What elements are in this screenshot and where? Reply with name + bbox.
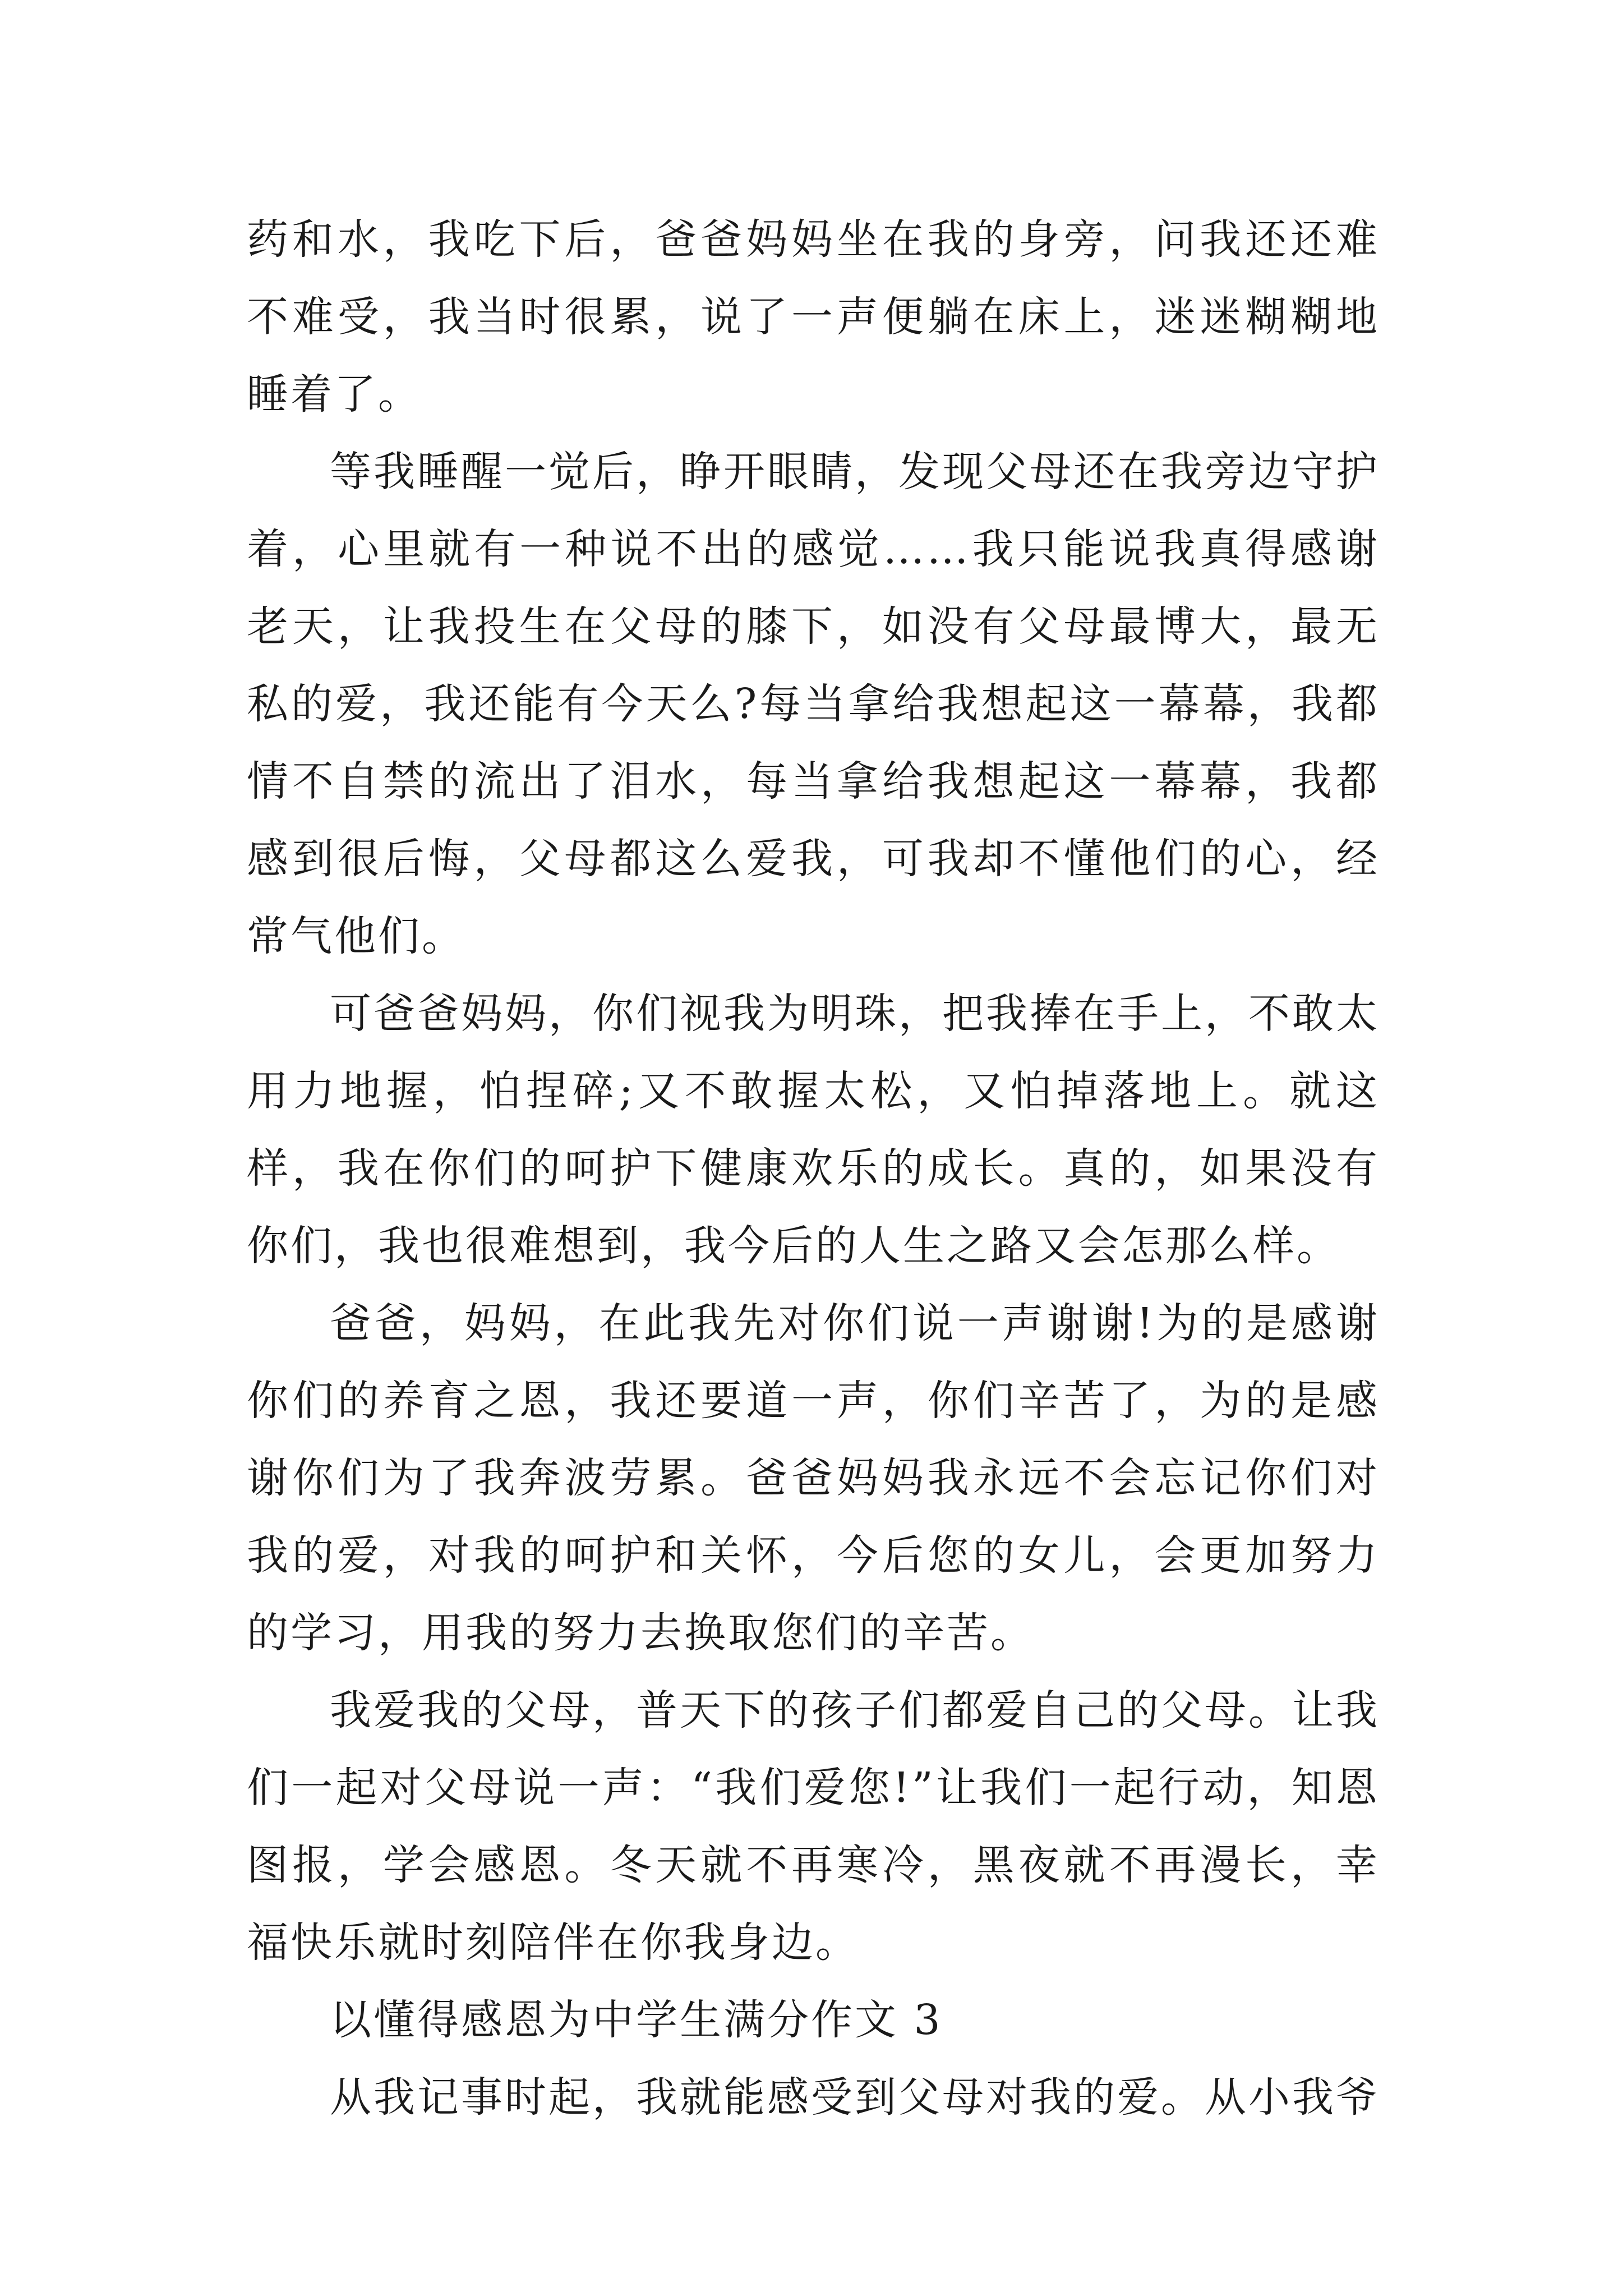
paragraph: 从我记事时起，我就能感受到父母对我的爱。从小我爷	[330, 2073, 1380, 2122]
paragraph: 爸爸，妈妈，在此我先对你们说一声谢谢!为的是感谢你们的养育之恩，我还要道一声，你们辛苦了，为的是感谢你们为了我奔波劳累。爸爸妈妈我永远不会忘记你们对我的爱，对我的呵护和关怀，今后您的女儿，会更加努力的学习，用我的努力去换取您们的辛苦。	[247, 1299, 1380, 1657]
paragraph: 我爱我的父母，普天下的孩子们都爱自己的父母。让我们一起对父母说一声：“我们爱您!”让我们一起行动，知恩图报，学会感恩。冬天就不再寒冷，黑夜就不再漫长，幸福快乐就时刻陪伴在你我身边。	[247, 1686, 1380, 1967]
paragraph: 可爸爸妈妈，你们视我为明珠，把我捧在手上，不敢太用力地握，怕捏碎;又不敢握太松，又怕掉落地上。就这样，我在你们的呵护下健康欢乐的成长。真的，如果没有你们，我也很难想到，我今后的人生之路又会怎那么样。	[247, 990, 1380, 1270]
section-heading: 以懂得感恩为中学生满分作文 3	[330, 1996, 943, 2044]
paragraph: 等我睡醒一觉后，睁开眼睛，发现父母还在我旁边守护着，心里就有一种说不出的感觉……我只能说我真得感谢老天，让我投生在父母的膝下，如没有父母最博大，最无私的爱，我还能有今天么?每当拿给我想起这一幕幕，我都情不自禁的流出了泪水，每当拿给我想起这一幕幕，我都感到很后悔，父母都这么爱我，可我却不懂他们的心，经常气他们。	[247, 448, 1380, 960]
document-body	[247, 201, 1380, 2136]
paragraph: 药和水，我吃下后，爸爸妈妈坐在我的身旁，问我还还难不难受，我当时很累，说了一声便躺在床上，迷迷糊糊地睡着了。	[247, 215, 1380, 418]
